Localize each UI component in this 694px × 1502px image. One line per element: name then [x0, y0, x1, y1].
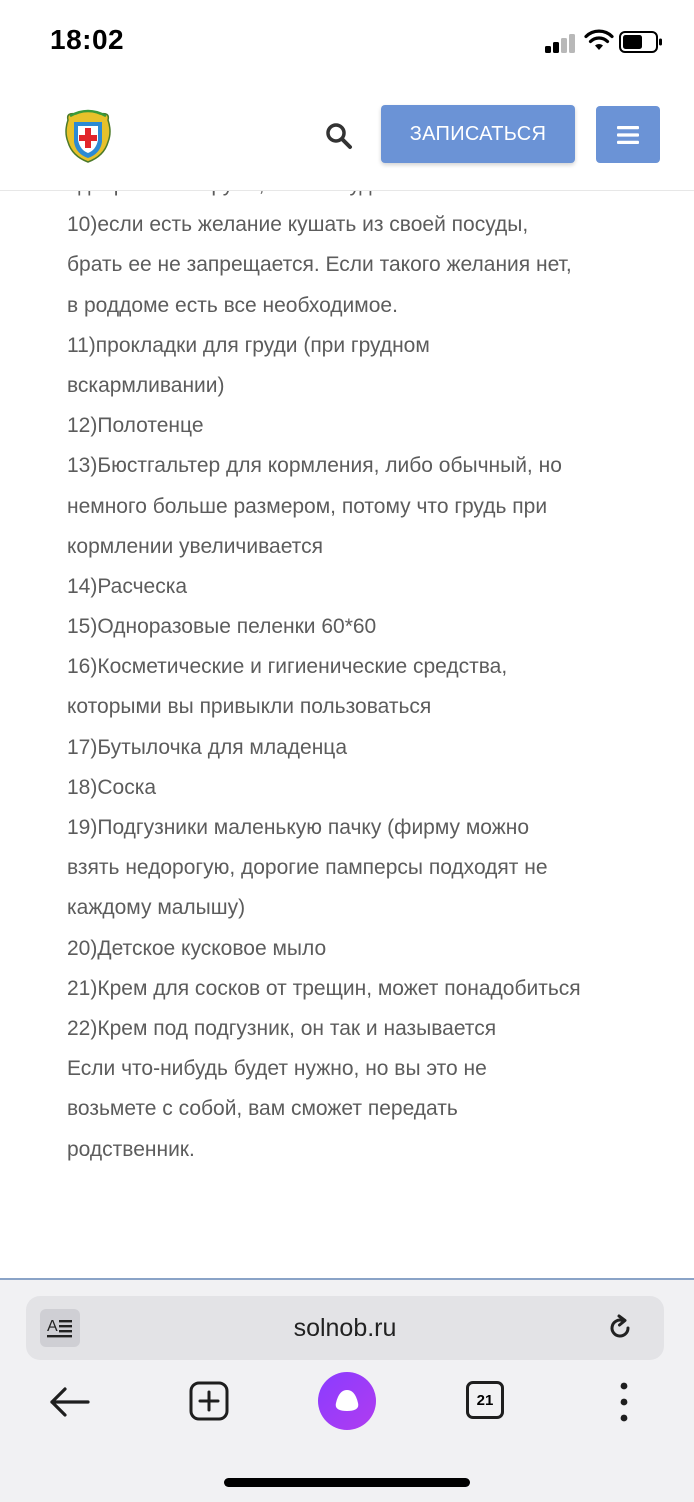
article-line: брать ее не запрещается. Если такого желания нет,: [67, 253, 572, 277]
back-arrow-icon[interactable]: [48, 1382, 92, 1422]
cellular-signal-icon: [545, 33, 577, 53]
article-line: каждому малышу): [67, 896, 246, 920]
article-line: вскармливании): [67, 373, 225, 397]
hamburger-menu-button[interactable]: [596, 106, 660, 163]
article-line: родственник.: [67, 1137, 195, 1161]
article-line: 11)прокладки для груди (при грудном: [67, 333, 430, 357]
article-line: 13)Бюстгальтер для кормления, либо обычный, но: [67, 454, 562, 478]
article-line: кормлении увеличивается: [67, 534, 323, 558]
article-line: 20)Детское кусковое мыло: [67, 936, 327, 960]
reload-icon[interactable]: [606, 1314, 634, 1342]
article-line: 16)Косметические и гигиенические средства,: [67, 655, 508, 679]
tabs-counter-icon[interactable]: 21: [466, 1381, 504, 1419]
browser-nav-row: [0, 1364, 694, 1438]
article-line: 15)Одноразовые пеленки 60*60: [67, 615, 377, 639]
address-bar[interactable]: [26, 1296, 664, 1360]
article-line: 21)Крем для сосков от трещин, может понадобиться: [67, 976, 581, 1000]
status-bar: [0, 0, 694, 84]
url-text[interactable]: solnob.ru: [293, 1314, 397, 1342]
article-line: 12)Полотенце: [67, 414, 204, 438]
new-tab-icon[interactable]: [189, 1381, 229, 1421]
svg-text:A: A: [47, 1318, 58, 1335]
hamburger-menu-icon: [617, 126, 639, 144]
article-line: 17)Бутылочка для младенца: [67, 735, 348, 759]
article-line: 19)Подгузники маленькую пачку (фирму можно: [67, 816, 530, 839]
article-line: 14)Расческа: [67, 574, 188, 598]
site-header: [0, 84, 694, 191]
article-line: в роддоме есть все необходимое.: [67, 293, 398, 317]
article-line: немного больше размером, потому что грудь при: [67, 494, 548, 518]
article-line: 22)Крем под подгузник, он так и называется: [67, 1016, 497, 1040]
article-text: [67, 165, 667, 1170]
article-line: которыми вы привыкли пользоваться: [67, 695, 432, 719]
reader-mode-icon[interactable]: [40, 1309, 80, 1347]
battery-icon: [619, 31, 663, 53]
home-indicator: [224, 1478, 470, 1487]
article-line: взять недорогую, дорогие памперсы подходят не: [67, 856, 548, 880]
article-line: 18)Соска: [67, 775, 157, 799]
article-line: 10)если есть желание кушать из своей посуды,: [67, 213, 529, 237]
signup-button[interactable]: ЗАПИСАТЬСЯ: [381, 105, 575, 163]
wifi-icon: [584, 28, 614, 52]
article-line: возьмете с собой, вам сможет передать: [67, 1097, 458, 1121]
clinic-emblem-logo[interactable]: [60, 108, 116, 164]
alice-assistant-icon[interactable]: [318, 1372, 376, 1430]
status-time: 18:02: [50, 24, 125, 55]
article-line: Если что-нибудь будет нужно, но вы это не: [67, 1057, 487, 1081]
more-vertical-icon[interactable]: [612, 1378, 636, 1426]
browser-toolbar: [0, 1278, 694, 1502]
search-icon[interactable]: [324, 121, 354, 151]
